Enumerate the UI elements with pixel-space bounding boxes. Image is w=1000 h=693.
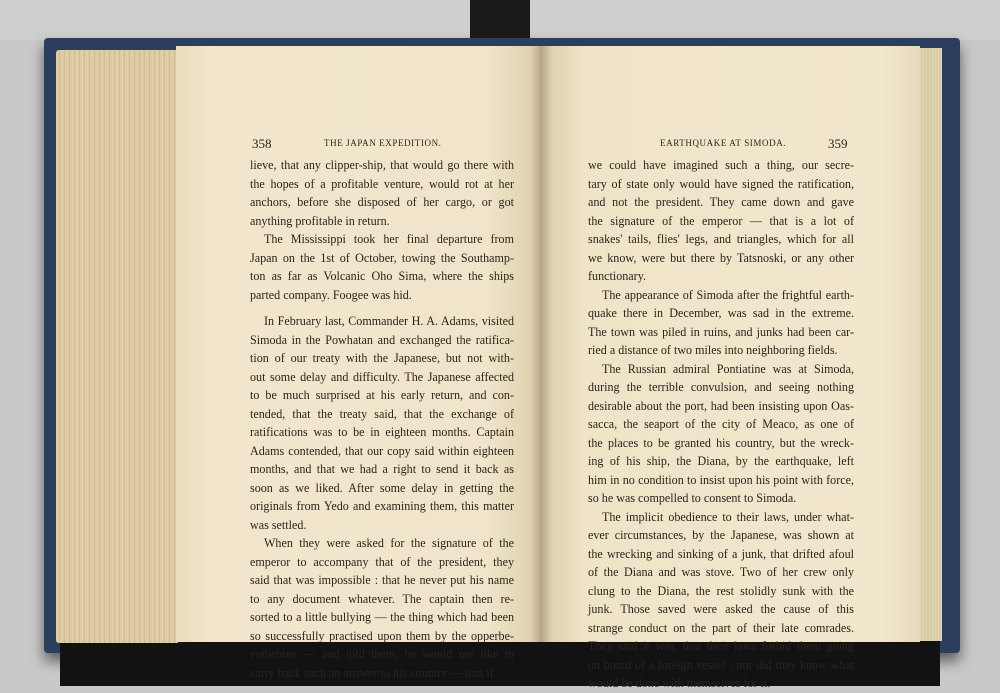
- page-number: 358: [252, 136, 272, 151]
- text-line: originals from Yedo and examining them, this matter: [250, 499, 514, 513]
- text-line: anchors, before she disposed of her cargo, or got: [250, 195, 514, 209]
- text-line: desirable about the port, had been insisting upon Oas-: [588, 398, 854, 413]
- text-line: velhebber — and told them, he would not like to: [250, 647, 514, 661]
- text-line: strange conduct on the part of their late comrades.: [588, 620, 854, 635]
- text-line: ing of his ship, the Diana, by the earthquake, left: [588, 454, 854, 468]
- text-line: carry back such an answer to his country — that if: [250, 665, 494, 680]
- text-line: him in no condition to insist upon his point with force,: [588, 472, 854, 487]
- paragraph-gap: [250, 304, 514, 312]
- text-line: tended, that the treaty said, that the exchange of: [250, 406, 514, 421]
- text-line: clung to the Diana, the rest stolidly sunk with the: [588, 583, 854, 598]
- text-line: They said it was, that their laws forbid them going: [588, 639, 854, 653]
- page-number: 359: [828, 136, 848, 151]
- text-line: would be done with themselves for it.: [588, 676, 771, 690]
- text-block: [250, 156, 514, 682]
- text-line: In February last, Commander H. A. Adams, visited: [264, 314, 514, 328]
- text-line: The town was piled in ruins, and junks had been car-: [588, 324, 854, 339]
- text-line: functionary.: [588, 269, 646, 283]
- text-line: on board of a foreign vessel ; nor did they know what: [588, 657, 854, 672]
- text-line: sorted to a little bullying — the thing which had been: [250, 610, 514, 624]
- gutter-shadow: [530, 46, 552, 642]
- text-line: parted company. Foogee was hid.: [250, 287, 412, 302]
- text-line: When they were asked for the signature of the: [264, 536, 514, 550]
- text-line: soon as we liked. After some delay in getting the: [250, 480, 514, 495]
- text-line: The Russian admiral Pontiatine was at Simoda,: [602, 361, 854, 376]
- text-line: said that was impossible : that he never put his name: [250, 573, 514, 587]
- text-line: the hopes of a profitable venture, would rot at her: [250, 176, 514, 191]
- text-line: lieve, that any clipper-ship, that would go there with: [250, 158, 514, 172]
- text-line: to be much surprised at his early return, and con-: [250, 388, 514, 402]
- text-line: out some delay and difficulty. The Japanese affected: [250, 369, 514, 384]
- left-page: [176, 46, 540, 680]
- text-line: Simoda in the Powhatan and exchanged the ratifica-: [250, 332, 514, 347]
- running-head: THE JAPAN EXPEDITION.: [324, 138, 442, 148]
- text-line: months, and that we had a right to send it back as: [250, 462, 514, 476]
- text-line: The appearance of Simoda after the frightful earth-: [602, 287, 854, 302]
- text-line: the signature of the emperor — that is a lot of: [588, 213, 854, 228]
- text-line: during the terrible convulsion, and seeing nothing: [588, 380, 854, 394]
- text-line: was settled.: [250, 517, 307, 532]
- text-line: ratifications was to be in eighteen months. Captain: [250, 425, 514, 439]
- text-line: tary of state only would have signed the ratification,: [588, 176, 854, 191]
- right-page: [540, 46, 920, 690]
- text-line: Adams contended, that our copy said within eighteen: [250, 443, 514, 458]
- text-line: anything profitable in return.: [250, 213, 390, 228]
- text-line: ever circumstances, by the Japanese, was shown at: [588, 528, 854, 542]
- text-line: emperor to accompany that of the president, they: [250, 554, 514, 569]
- text-line: The implicit obedience to their laws, under what-: [602, 509, 854, 524]
- text-line: Japan on the 1st of October, towing the Southamp-: [250, 250, 514, 265]
- text-line: we know, were but there by Tatsnoski, or any other: [588, 250, 854, 265]
- text-line: The Mississippi took her final departure from: [264, 232, 514, 246]
- text-line: sacca, the seaport of the city of Meaco, as one of: [588, 417, 854, 431]
- text-line: the places to be granted his country, but the wreck-: [588, 435, 854, 450]
- text-line: so successfully practised upon them by the opperbe-: [250, 628, 514, 643]
- text-line: ton as far as Volcanic Oho Sima, where the ships: [250, 269, 514, 283]
- running-head: EARTHQUAKE AT SIMODA.: [660, 138, 787, 148]
- page-edges-left: [56, 50, 178, 643]
- text-line: to any document whatever. The captain then re-: [250, 591, 514, 606]
- text-line: and not the president. They came down and gave: [588, 195, 854, 209]
- text-line: we could have imagined such a thing, our secre-: [588, 158, 854, 172]
- text-line: of the Diana and was stove. Two of her crew only: [588, 565, 854, 579]
- text-line: quake there in December, was sad in the extreme.: [588, 306, 854, 320]
- text-line: the wrecking and sinking of a junk, that drifted afoul: [588, 546, 854, 561]
- text-line: so he was compelled to consent to Simoda.: [588, 491, 797, 505]
- text-line: tion of our treaty with the Japanese, but not with-: [250, 351, 514, 365]
- text-block: [588, 156, 854, 693]
- text-line: ried a distance of two miles into neighboring fields.: [588, 343, 838, 357]
- text-line: junk. Those saved were asked the cause of this: [588, 602, 854, 616]
- text-line: snakes' tails, flies' legs, and triangles, which for all: [588, 232, 854, 246]
